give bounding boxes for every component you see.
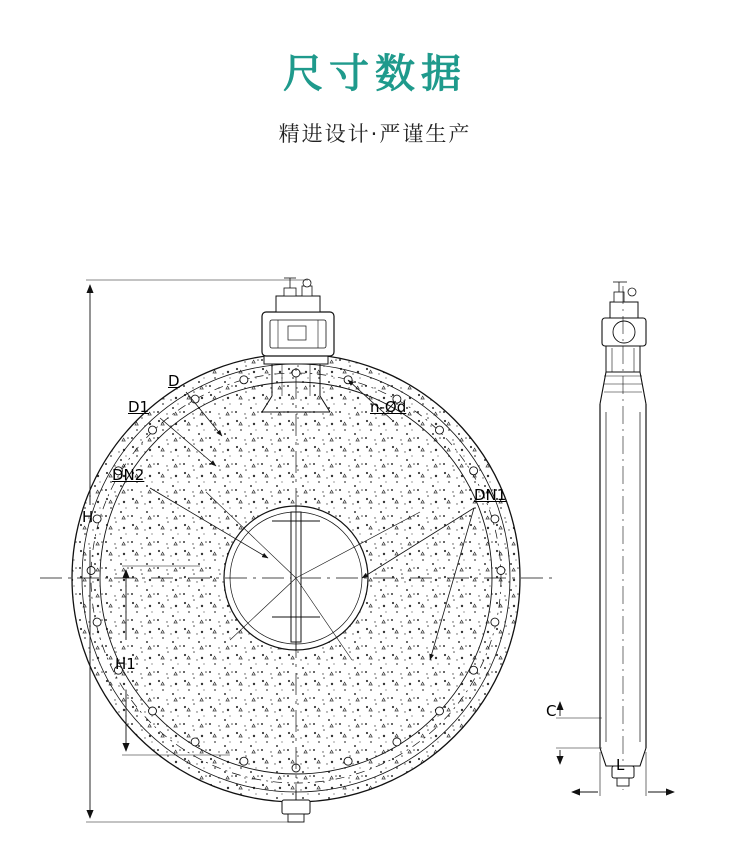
dimension-label-d1: D1: [128, 398, 150, 416]
dimension-label-h: H: [82, 508, 94, 526]
dimension-label-dn1: DN1: [474, 486, 507, 504]
dimension-label-l: L: [616, 756, 625, 774]
dimension-label-dn2: DN2: [112, 466, 145, 484]
dimension-label-h1: H1: [115, 655, 136, 673]
dimension-label-n-phi-d: n-Ød: [370, 398, 407, 416]
page-title: 尺寸数据: [283, 51, 467, 97]
dimension-label-c: C: [546, 702, 557, 720]
page-subtitle: 精进设计·严谨生产: [278, 122, 472, 146]
dimension-label-d: D: [168, 372, 180, 390]
